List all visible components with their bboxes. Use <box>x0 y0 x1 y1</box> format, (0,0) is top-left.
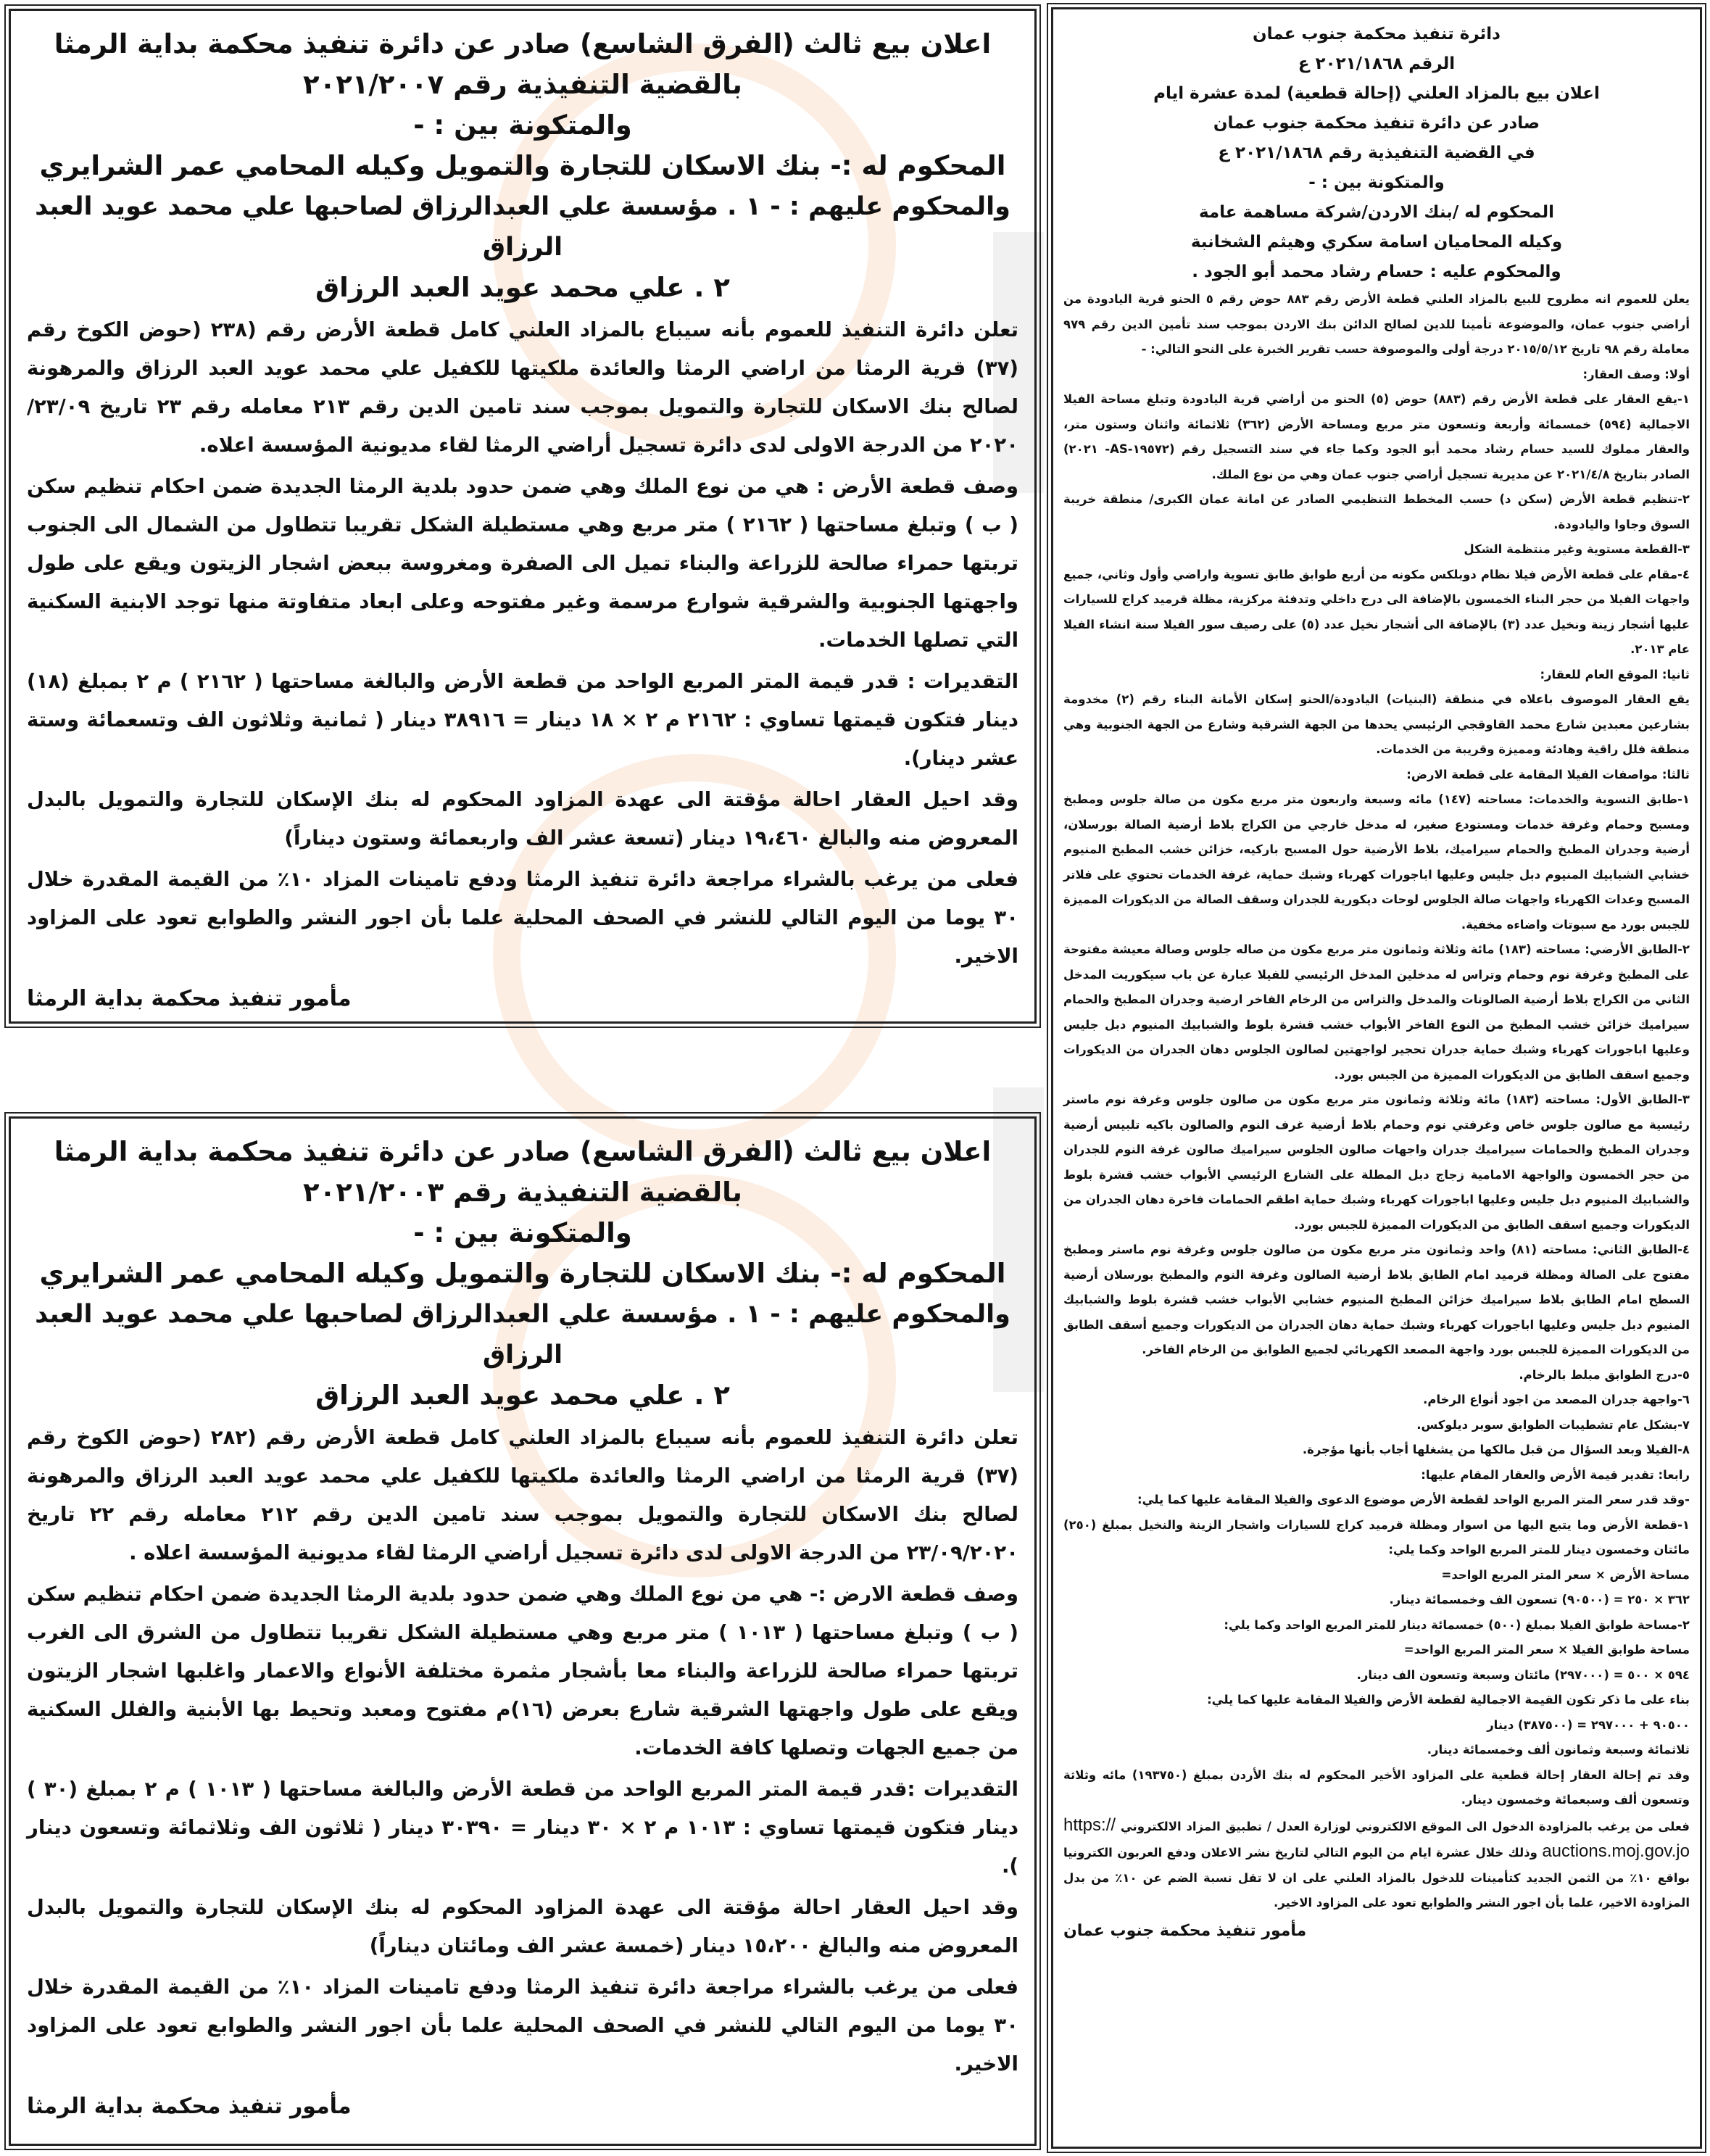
notice-title: اعلان بيع ثالث (الفرق الشاسع) صادر عن دائرة تنفيذ محكمة بداية الرمثا <box>54 28 992 59</box>
notice-paragraph: -وقد قدر سعر المتر المربع الواحد لقطعة الأرض موضوع الدعوى والفيلا المقامة عليها كما يلي: <box>1137 1493 1690 1506</box>
provisional-award: وقد احيل العقار احالة مؤقتة الى عهدة المزاود المحكوم له بنك الإسكان للتجارة والتمويل بالبدل المعروض منه والبالغ ١٥،٢٠٠ دينار (خمسة عشر الف ومائتان ديناراً) <box>27 1896 1018 1957</box>
notice-paragraph: ١-يقع العقار على قطعة الأرض رقم (٨٨٣) حوض (٥) الحنو من أراضي قرية اليادودة وتبلغ مساحة الفيلا الاجمالية (٥٩٤) خمسمائة وأربعة وتسعون متر مربع ومساحة الأرض (٣٦٢) ثلاثمائة واثنان وستون متر، والعقار مملوك للسيد حسام رشاد محمد أبو الجود وكما جاء في سند التسجيل رقم (١٩٥٧٢-AS- ٢٠٢١) الصادر بتاريخ ٢٠٢١/٤/٨ عن مديرية تسجيل أراضي جنوب عمان وهي من نوع الملك. <box>1063 392 1690 481</box>
notice-paragraph: يعلن للعموم انه مطروح للبيع بالمزاد العلني قطعة الأرض رقم ٨٨٣ حوض رقم ٥ الحنو قرية اليادودة من أراضي جنوب عمان، والموضوعة تأمينا للدين لصالح الدائن بنك الاردن بموجب سند تأمين الدين رقم ٩٧٩ معاملة رقم ٩٨ تاريخ ٢٠١٥/٥/١٢ درجة أولى والموصوفة حسب تقرير الخبرة على النحو التالي: - <box>1063 292 1690 356</box>
land-description: وصف قطعة الأرض : هي من نوع الملك وهي ضمن حدود بلدية الرمثا الجديدة ضمن احكام تنظيم سكن ( ب ) وتبلغ مساحتها ( ٢١٦٢ ) متر مربع وهي مستطيلة الشكل تقريبا تتطاول من الشمال الى الجنوب تربتها حمراء صالحة للزراعة والبناء تميل الى الصفرة ومغروسة ببعض اشجار الزيتون ويقع على طول واجهتها الجنوبية والشرقية شوارع مرسمة وغير مفتوحه وعلى ابعاد متفاوتة منها توجد الابنية السكنية التي تصلها الخدمات. <box>27 475 1018 652</box>
judgment-creditor: المحكوم له /بنك الاردن/شركة مساهمة عامة <box>1198 203 1555 222</box>
judgment-creditor: المحكوم له :- بنك الاسكان للتجارة والتمويل وكيله المحامي عمر الشرايري <box>39 150 1006 181</box>
parties-heading: والمتكونة بين : - <box>413 109 632 141</box>
notice-paragraph: ٥٩٤ × ٥٠٠ = (٢٩٧٠٠٠) مائتان وسبعة وتسعون الف دينار. <box>1356 1667 1690 1682</box>
purchase-instructions: فعلى من يرغب بالشراء مراجعة دائرة تنفيذ الرمثا ودفع تامينات المزاد ١٠٪ من القيمة المقدرة خلال ٣٠ يوما من اليوم التالي للنشر في الصحف المحلية علما بأن اجور النشر والطوابع تعود على المزاود الاخير. <box>27 868 1018 968</box>
notice-paragraph: يقع العقار الموصوف باعلاه في منطقة (البنيات) اليادودة/الحنو إسكان الأمانة البناء رقم (٢) مخدومة بشارعين معبدين شارع محمد القاوقجي الرئيسي يحدها من الجهة الشرقية وشارع من الجهة الجنوبية وهي منطقة فلل راقية وهادئة ومميزة وقريبة من الخدمات. <box>1063 692 1690 756</box>
creditor-lawyers: وكيله المحاميان اسامة سكري وهيثم الشخانبة <box>1190 233 1563 252</box>
purchase-instructions: فعلى من يرغب بالشراء مراجعة دائرة تنفيذ الرمثا ودفع تامينات المزاد ١٠٪ من القيمة المقدرة خلال ٣٠ يوما من اليوم التالي للنشر في الصحف المحلية علما بأن اجور النشر والطوابع تعود على المزاود الاخير. <box>27 1975 1018 2076</box>
issuer: صادر عن دائرة تنفيذ محكمة جنوب عمان <box>1213 114 1540 133</box>
case-number: بالقضية التنفيذية رقم ٢٠٢١/٢٠٠٣ <box>303 1177 742 1208</box>
provisional-award: وقد احيل العقار احالة مؤقتة الى عهدة المزاود المحكوم له بنك الإسكان للتجارة والتمويل بالبدل المعروض منه والبالغ ١٩،٤٦٠ دينار (تسعة عشر الف واربعمائة وستون ديناراً) <box>27 788 1018 850</box>
notice-paragraph: ٧-بشكل عام تشطيبات الطوابق سوبر ديلوكس. <box>1416 1417 1690 1432</box>
announcement-paragraph: تعلن دائرة التنفيذ للعموم بأنه سيباع بالمزاد العلني كامل قطعة الأرض رقم (٢٣٨ (حوض الكوخ رقم (٣٧) قرية الرمثا من اراضي الرمثا والعائدة ملكيتها للكفيل علي محمد عويد العبد الرزاق والمرهونة لصالح بنك الاسكان للتجارة والتمويل بموجب سند تامين الدين رقم ٢١٣ معامله رقم ٢٣ تاريخ ٢٣/٠٩/ ٢٠٢٠ من الدرجة الاولى لدى دائرة تسجيل أراضي الرمثا لقاء مديونية المؤسسة اعلاه. <box>27 318 1018 457</box>
parties-heading: والمتكونة بين : - <box>1308 173 1445 192</box>
auction-notice-south-amman <box>1051 7 1702 2149</box>
judgment-debtors: والمحكوم عليهم : - ١ . مؤسسة علي العبدالرزاق لصاحبها علي محمد عويد العبد الرزاق <box>35 1300 1010 1369</box>
notice-paragraph: ثالثا: مواصفات الفيلا المقامة على قطعة الارض: <box>1406 767 1690 781</box>
judgment-creditor: المحكوم له :- بنك الاسكان للتجارة والتمويل وكيله المحامي عمر الشرايري <box>39 1258 1006 1289</box>
auction-notice-ramtha-2003 <box>9 1116 1037 2146</box>
notice-title: اعلان بيع بالمزاد العلني (إحالة قطعية) لمدة عشرة ايام <box>1153 84 1600 103</box>
notice-paragraph: ٨-الفيلا وبعد السؤال من قبل مالكها من يشغلها أجاب بأنها مؤجرة. <box>1302 1443 1690 1456</box>
notice-paragraph: ثلاثمائة وسبعة وثمانون ألف وخمسمائة دينار. <box>1427 1743 1690 1757</box>
judgment-debtor: والمحكوم عليه : حسام رشاد محمد أبو الجود . <box>1192 262 1561 281</box>
auction-text: وذلك خلال عشرة ايام من اليوم التالي لتاريخ نشر الاعلان ودفع العربون الكترونيا بواقع ١٠٪ من الثمن الجديد كتأمينات للدخول بالمزاد العلني على ان لا تقل نسبة الضم عن ١٠٪ من بدل المزاودة الاخير، علما بأن اجور النشر والطوابع تعود على المزاود الاخير. <box>1063 1846 1690 1910</box>
auction-text: فعلى من يرغب بالمزاودة الدخول الى الموقع الالكتروني لوزارة العدل / تطبيق المزاد الالكتروني <box>1120 1819 1690 1833</box>
notice-paragraph: أولا: وصف العقار: <box>1582 367 1690 381</box>
notice-paragraph: ثانيا: الموقع العام للعقار: <box>1540 667 1690 681</box>
notice-paragraph: وقد تم إحالة العقار إحالة قطعية على المزاود الأخير المحكوم له بنك الأردن بمبلغ (١٩٣٧٥٠) مائه وثلاثة وتسعون ألف وسبعمائة وخمسون دينار. <box>1063 1767 1690 1807</box>
notice-paragraph: ٦-واجهة جدران المصعد من اجود أنواع الرخام. <box>1423 1393 1690 1406</box>
notice-paragraph: ٩٠٥٠٠ + ٢٩٧٠٠٠ = (٣٨٧٥٠٠) دينار <box>1487 1717 1690 1732</box>
auction-url-link[interactable]: auctions.moj.gov.jo <box>1542 1841 1690 1861</box>
notice-paragraph: رابعا: تقدير قيمة الأرض والعقار المقام عليها: <box>1421 1467 1690 1482</box>
case-number: بالقضية التنفيذية رقم ٢٠٢١/٢٠٠٧ <box>303 69 742 100</box>
valuation: التقديرات :قدر قيمة المتر المربع الواحد من قطعة الأرض والبالغة مساحتها ( ١٠١٣ ) م ٢ بمبلغ (٣٠ ) دينار فتكون قيمتها تساوي : ١٠١٣ م ٢ × ٣٠ دينار = ٣٠٣٩٠ دينار ( ثلاثون الف وثلاثمائة وتسعون دينار ). <box>27 1778 1018 1878</box>
judgment-debtor-2: ٢ . علي محمد عويد العبد الرزاق <box>315 272 730 303</box>
notice-body <box>1063 287 1690 1813</box>
notice-paragraph: مساحة الأرض × سعر المتر المربع الواحد= <box>1441 1567 1690 1582</box>
auction-notice-ramtha-2007 <box>9 9 1037 1024</box>
valuation: التقديرات : قدر قيمة المتر المربع الواحد من قطعة الأرض والبالغة مساحتها ( ٢١٦٢ ) م ٢ بمبلغ (١٨) دينار فتكون قيمتها تساوي : ٢١٦٢ م ٢ × ١٨ دينار = ٣٨٩١٦ دينار ( ثمانية وثلاثون الف وتسعمائة وستة عشر دينار). <box>27 670 1019 770</box>
department-title: دائرة تنفيذ محكمة جنوب عمان <box>1253 25 1501 43</box>
judgment-debtors: والمحكوم عليهم : - ١ . مؤسسة علي العبدالرزاق لصاحبها علي محمد عويد العبد الرزاق <box>35 192 1010 262</box>
notice-paragraph: بناء على ما ذكر تكون القيمة الاجمالية لقطعة الأرض والفيلا المقامة عليها كما يلي: <box>1207 1693 1690 1707</box>
reference-number: الرقم ٢٠٢١/١٨٦٨ ع <box>1298 54 1456 73</box>
notice-paragraph: ٢-مساحة طوابق الفيلا بمبلغ (٥٠٠) خمسمائة دينار للمتر المربع الواحد وكما يلي: <box>1224 1617 1690 1632</box>
notice-paragraph: ٣٦٢ × ٢٥٠ = (٩٠٥٠٠) تسعون الف وخمسمائة دينار. <box>1389 1593 1690 1606</box>
auction-instructions <box>1063 1813 1690 1916</box>
signature: مأمور تنفيذ محكمة بداية الرمثا <box>27 2094 352 2119</box>
notice-paragraph: ٢-تنظيم قطعة الأرض (سكن د) حسب المخطط التنظيمي الصادر عن امانة عمان الكبرى/ منطقة خريبة السوق وجاوا واليادودة. <box>1063 492 1690 531</box>
notice-paragraph: ٢-الطابق الأرضي: مساحته (١٨٣) مائة وثلاثة وثمانون متر مربع مكون من صاله جلوس وصالة معيشة مفتوحة على المطبخ وغرفة نوم وحمام وتراس له مدخلين المدخل الرئيسي للفيلا عبارة عن باب سيكوريت المدخل الثاني من الكراج بلاط أرضية الصالونات والمدخل والتراس من الرخام الفاخر ارضية وجدران المطبخ والحمام سيراميك خزائن خشب المطبخ من النوع الفاخر الأبواب خشب قشرة بلوط والشبابيك المنيوم دبل جليس وعليها اباجورات كهرباء وشبك حماية جدران تحجير لواجهتين لصالون الجلوس دهان الجدران من الديكورات وجميع اسقف الطابق من الديكورات المميزة من الجبس بورد. <box>1063 942 1690 1082</box>
notice-paragraph: مساحة طوابق الفيلا × سعر المتر المربع الواحد= <box>1403 1643 1690 1657</box>
land-description: وصف قطعة الارض :- هي من نوع الملك وهي ضمن حدود بلدية الرمثا الجديدة ضمن احكام تنظيم سكن ( ب ) وتبلغ مساحتها ( ١٠١٣ ) متر مربع وهي مستطيلة الشكل تقريبا تتطاول من الشرق الى الغرب تربتها حمراء صالحة للزراعة والبناء معا بأشجار مثمرة مختلفة الأنواع والاعمار واغلبها اشجار الزيتون ويقع على طول واجهتها الشرقية شارع بعرض (١٦)م مفتوح ومعبد وتحيط بها الأبنية والفلل السكنية من جميع الجهات وتصلها كافة الخدمات. <box>27 1583 1018 1759</box>
notice-title: اعلان بيع ثالث (الفرق الشاسع) صادر عن دائرة تنفيذ محكمة بداية الرمثا <box>54 1136 992 1167</box>
notice-paragraph: ٥-درج الطوابق مبلط بالرخام. <box>1519 1367 1690 1382</box>
notice-paragraph: ١-طابق التسوية والخدمات: مساحته (١٤٧) مائه وسبعة واربعون متر مربع مكون من صالة جلوس ومطبخ ومسبح وحمام وغرفة خدمات ومستودع صغير، له مدخل خارجي من الكراج بلاط أرضية الصالة بورسلان، أرضية وجدران المطبخ والحمام سيراميك، بلاط الأرضية حول المسبح باركيه، خزائن خشب المطبخ المنيوم خشابي الشبابيك المنيوم دبل جليس وعليها اباجورات كهرباء وشبك حماية، غرفة الخدمات تحتوي على فلاتر المسبح وعدات الكهرباء واجهات صالة الجلوس لوحات ديكورية للجدران وسقف الصالة من الديكورات المميزة للجبس بورد مع سبوتات واضاءه مخفية. <box>1063 792 1690 932</box>
notice-paragraph: ١-قطعة الأرض وما يتبع اليها من اسوار ومظلة قرميد كراج للسيارات واشجار الزينة والنخيل بمبلغ (٢٥٠) مائتان وخمسون دينار للمتر المربع الواحد وكما يلي: <box>1063 1517 1690 1556</box>
case-number: في القضية التنفيذية رقم ٢٠٢١/١٨٦٨ ع <box>1218 144 1535 162</box>
announcement-paragraph: تعلن دائرة التنفيذ للعموم بأنه سيباع بالمزاد العلني كامل قطعة الأرض رقم (٢٨٢ (حوض الكوخ رقم (٣٧) قرية الرمثا من اراضي الرمثا والعائدة ملكيتها للكفيل علي محمد عويد العبد الرزاق والمرهونة لصالح بنك الاسكان للتجارة والتمويل بموجب سند تامين الدين رقم ٢١٢ معامله رقم ٢٢ تاريخ ٢٣/٠٩/٢٠٢٠ من الدرجة الاولى لدى دائرة تسجيل أراضي الرمثا لقاء مديونية المؤسسة اعلاه . <box>27 1426 1019 1564</box>
notice-paragraph: ٤-مقام على قطعة الأرض فيلا نظام دوبلكس مكونه من أربع طوابق طابق تسوية واراضي وأول وثاني، جميع واجهات الفيلا من حجر البناء الخمسون بالإضافة الى درج داخلي وتدفئة مركزية، مظلة قرميد كراج للسيارات عليها أشجار زينة ونخيل عدد (٣) بالإضافة الى أشجار نخيل عدد (٥) على رصيف سور الفيلا سنة انشاء الفيلا عام ٢٠١٣. <box>1063 567 1690 656</box>
notice-paragraph: ٤-الطابق الثاني: مساحته (٨١) واحد وثمانون متر مربع مكون من صالون جلوس وغرفة نوم ماستر ومطبخ مفتوح على الصالة ومظلة قرميد امام الطابق بلاط أرضية الصالون وغرفة النوم والمطبخ بورسلان أرضية السطح امام الطابق بلاط سيراميك خزائن المطبخ المنيوم خشابي الأبواب خشب قشرة بلوط والشبابيك المنيوم دبل جليس وعليها اباجورات كهرباء وشبك حماية دهان الجدران من الديكورات وجميع أسقف الطابق من الديكورات المميزة للجبس بورد واجهة المصعد الكهربائي لجميع الطوابق من الرخام الفاخر. <box>1063 1243 1690 1356</box>
notice-paragraph: ٣-الطابق الأول: مساحته (١٨٣) مائة وثلاثة وثمانون متر مربع مكون من صالون جلوس وغرفة نوم ماستر رئيسية مع صالون جلوس خاص وغرفتي نوم وحمام بلاط أرضية غرف النوم والصالون باكيه تلبيس أرضية وجدران المطبخ والحمامات سيراميك جدران واجهات صالون الجلوس سيراميك صالون غرفة النوم للجدران من حجر الخمسون والواجهة الامامية زجاج دبل المطلة على الشارع الرئيسي الأبواب خشب قشرة بلوط والشبابيك المنيوم دبل جليس وعليها اباجورات كهرباء وشبك حماية اطقم الحمامات فاخرة دهان الجدران من الديكورات وجميع اسقف الطابق من الديكورات المميزة للجبس بورد. <box>1063 1092 1690 1232</box>
parties-heading: والمتكونة بين : - <box>413 1217 632 1248</box>
signature: مأمور تنفيذ محكمة بداية الرمثا <box>27 986 352 1011</box>
notice-paragraph: ٣-القطعة مستوية وغير منتظمة الشكل <box>1464 542 1690 556</box>
auction-url-link[interactable]: https:// <box>1063 1815 1116 1835</box>
signature: مأمور تنفيذ محكمة جنوب عمان <box>1063 1921 1307 1940</box>
judgment-debtor-2: ٢ . علي محمد عويد العبد الرزاق <box>315 1380 730 1411</box>
